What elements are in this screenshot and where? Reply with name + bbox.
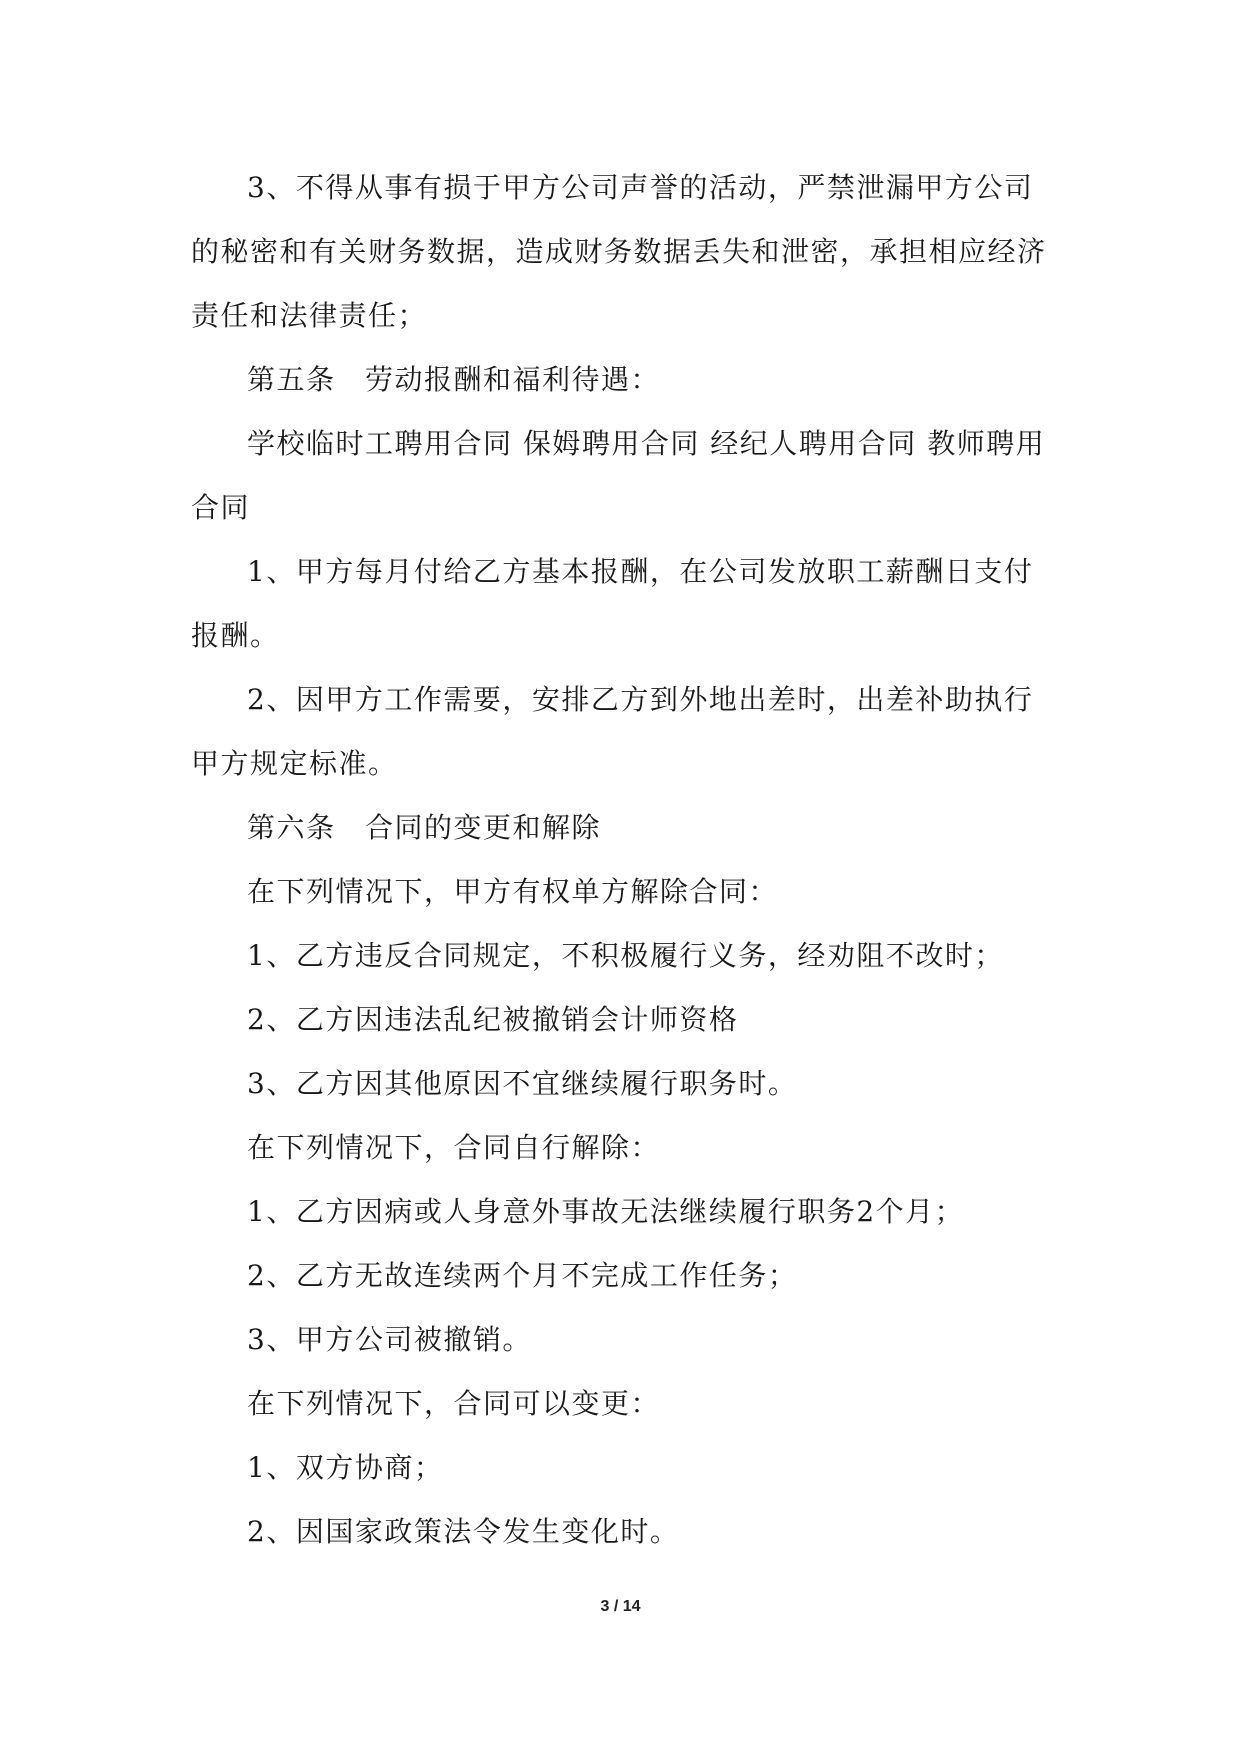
paragraph-auto-termination-intro: 在下列情况下，合同自行解除： [247,1131,661,1164]
section-heading-article-6: 第六条 合同的变更和解除 [247,811,602,844]
list-item-termination-3: 3、乙方因其他原因不宜继续履行职务时。 [247,1067,798,1100]
paragraph-party-a-termination-intro: 在下列情况下，甲方有权单方解除合同： [247,875,779,908]
paragraph-travel-allowance: 2、因甲方工作需要，安排乙方到外地出差时，出差补助执行甲方规定标准。 [191,683,1034,780]
related-links-line: 学校临时工聘用合同 保姆聘用合同 经纪人聘用合同 教师聘用合同 [191,427,1046,524]
list-item-auto-termination-3: 3、甲方公司被撤销。 [247,1323,532,1356]
list-item-auto-termination-1: 1、乙方因病或人身意外事故无法继续履行职务2个月； [247,1195,965,1228]
document-body [191,156,1053,1564]
paragraph-confidentiality-clause: 3、不得从事有损于甲方公司声誉的活动，严禁泄漏甲方公司的秘密和有关财务数据，造成财务数据丢失和泄密，承担相应经济责任和法律责任； [191,171,1047,332]
list-item-termination-2: 2、乙方因违法乱纪被撤销会计师资格 [247,1003,739,1036]
section-heading-article-5: 第五条 劳动报酬和福利待遇： [247,363,661,396]
page-number: 3 / 14 [600,1598,641,1615]
paragraph-change-intro: 在下列情况下，合同可以变更： [247,1387,661,1420]
list-item-change-1: 1、双方协商； [247,1451,444,1484]
paragraph-basic-pay: 1、甲方每月付给乙方基本报酬，在公司发放职工薪酬日支付报酬。 [191,555,1034,652]
list-item-auto-termination-2: 2、乙方无故连续两个月不完成工作任务； [247,1259,798,1292]
list-item-termination-1: 1、乙方违反合同规定，不积极履行义务，经劝阻不改时； [247,939,1004,972]
list-item-change-2: 2、因国家政策法令发生变化时。 [247,1515,680,1548]
